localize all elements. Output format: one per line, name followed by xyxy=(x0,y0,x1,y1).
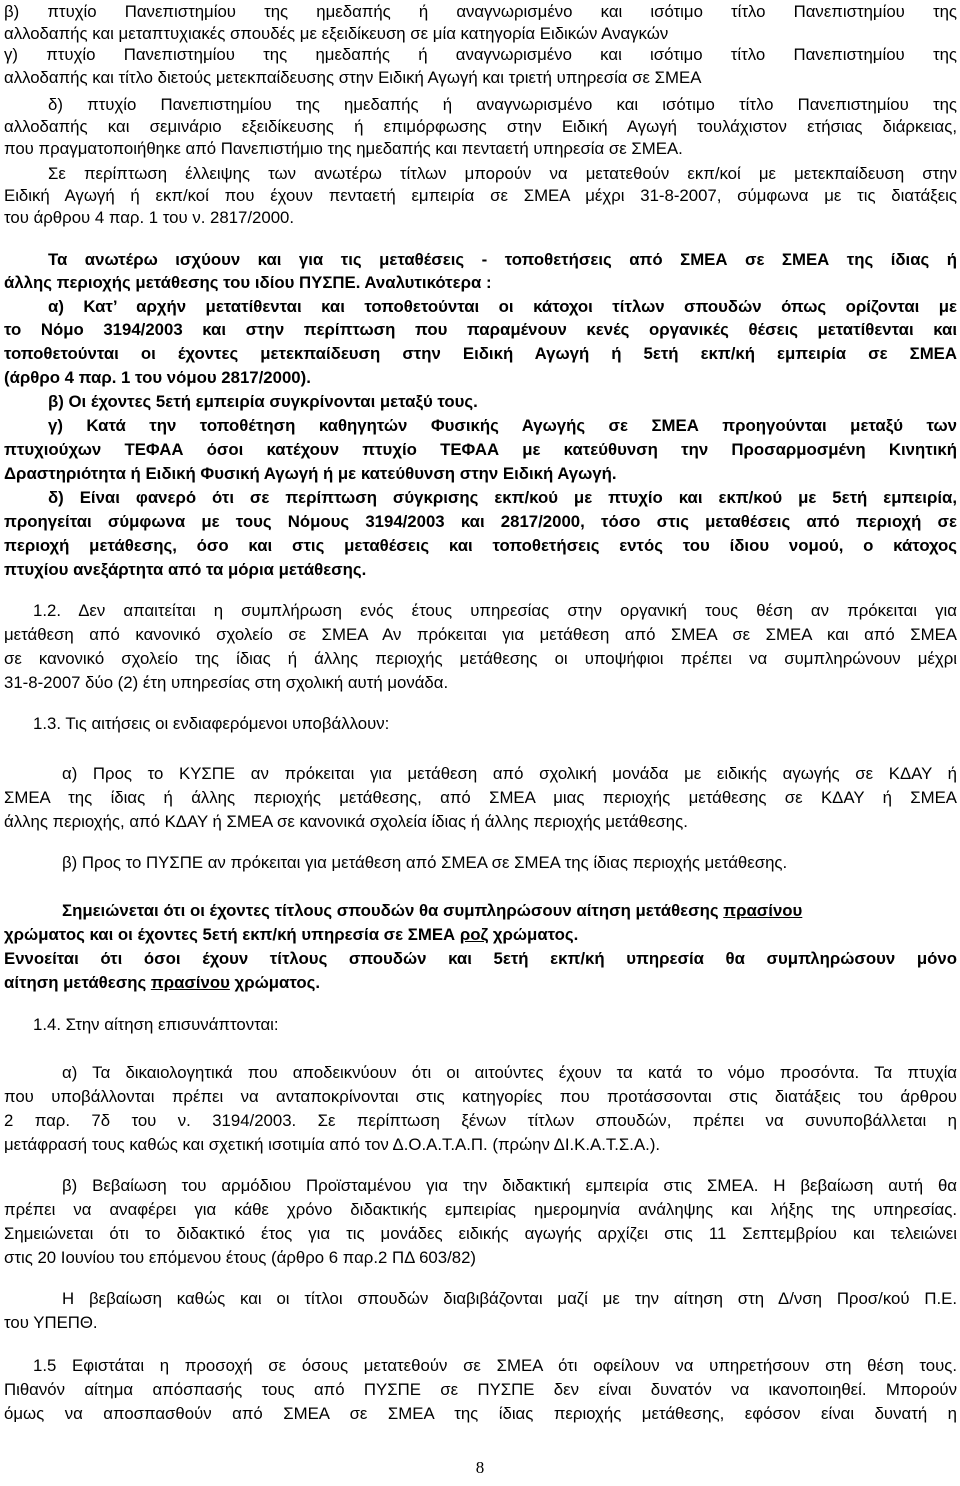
text-run: Αναλυτικότερα : xyxy=(360,273,492,292)
bold-line: πτυχιούχων ΤΕΦΑΑ όσοι κατέχουν πτυχίο ΤΕΦΑΑ με κατεύθυνση την Προσαρμοσμένη Κινητική xyxy=(4,440,957,459)
text-line: πρέπει να αναφέρει για κάθε χρόνο διδακτικής εμπειρίας ημερομηνία ανάληψης και λήξης της υπηρεσίας. xyxy=(4,1200,957,1219)
bold-line: δ) Είναι φανερό ότι σε περίπτωση σύγκρισης εκπ/κού με πτυχίο και εκπ/κού με 5ετή εμπειρία, xyxy=(48,488,957,507)
bold-line xyxy=(4,273,957,293)
text-line: α) Τα δικαιολογητικά που αποδεικνύουν ότι οι αιτούντες έχουν τα κατά το νόμο προσόντα. Τα πτυχία xyxy=(62,1063,957,1082)
text-line: στις 20 Ιουνίου του επόμενου έτους (άρθρο 6 παρ.2 ΠΔ 603/82) xyxy=(4,1248,476,1267)
text-line: 1.5 Εφιστάται η προσοχή σε όσους μετατεθούν σε ΣΜΕΑ ότι οφείλουν να υπηρετήσουν στη θέση τους. xyxy=(33,1356,957,1375)
text-line: σε κανονικό σχολείο της ίδιας ή άλλης περιοχής μετάθεσης οι υποψήφιοι πρέπει να συμπληρώνουν μέχρι xyxy=(4,649,957,668)
text-line: 2 παρ. 7δ του ν. 3194/2003. Σε περίπτωση ξένων τίτλων σπουδών, πρέπει να συνυποβάλλεται η xyxy=(4,1111,957,1130)
text-line: 31-8-2007 δύο (2) έτη υπηρεσίας στη σχολική αυτή μονάδα. xyxy=(4,673,449,692)
bold-line: Τα ανωτέρω ισχύουν και για τις μεταθέσεις - τοποθετήσεις από ΣΜΕΑ σε ΣΜΕΑ της ίδιας ή xyxy=(48,250,957,269)
text-line: μετάφρασή τους καθώς και σχετική ισοτιμία από τον Δ.Ο.Α.Τ.Α.Π. (πρώην ΔΙ.Κ.Α.Τ.Σ.Α.). xyxy=(4,1135,661,1154)
text-line: αλλοδαπής και σεμινάριο εξειδίκευσης ή επιμόρφωσης στην Ειδική Αγωγή τουλάχιστον ετήσιας διάρκειας, xyxy=(4,117,957,136)
text-line: ΣΜΕΑ της ίδιας ή άλλης περιοχής μετάθεσης, από ΣΜΕΑ μιας περιοχής μετάθεσης σε ΚΔΑΥ ή ΣΜΕΑ xyxy=(4,788,957,807)
bold-line: (άρθρο 4 παρ. 1 του νόμου 2817/2000). xyxy=(4,368,311,387)
note-line xyxy=(62,901,960,921)
pink-word: ροζ xyxy=(459,925,489,944)
section-heading: 1.4. Στην αίτηση επισυνάπτονται: xyxy=(33,1015,279,1034)
text-line: που πραγματοποιήθηκε από Πανεπιστήμιο της ημεδαπής και πενταετή υπηρεσία σε ΣΜΕΑ. xyxy=(4,139,683,158)
bold-line: γ) Κατά την τοποθέτηση καθηγητών Φυσικής Αγωγής σε ΣΜΕΑ προηγούνται μεταξύ των xyxy=(48,416,957,435)
bold-line: Δραστηριότητα ή Ειδική Φυσική Αγωγή ή με κατεύθυνση στην Ειδική Αγωγή. xyxy=(4,464,617,483)
text-run: Σημειώνεται ότι οι έχοντες τίτλους σπουδών θα συμπληρώσουν αίτηση μετάθεσης xyxy=(62,901,724,920)
text-line: Πιθανόν αίτημα απόσπασής τους από ΠΥΣΠΕ σε ΠΥΣΠΕ δεν είναι δυνατόν να ικανοποιηθεί. Μπορούν xyxy=(4,1380,957,1399)
bold-line: προηγείται σύμφωνα με τους Νόμους 3194/2003 και 2817/2000, τόσο στις μεταθέσεις από περιοχή σε xyxy=(4,512,957,531)
green-word: πρασίνου xyxy=(150,973,230,992)
text-line: α) Προς το ΚΥΣΠΕ αν πρόκειται για μετάθεση από σχολική μονάδα με ειδικής αγωγής σε ΚΔΑΥ ή xyxy=(62,764,957,783)
text-run: χρώματος και οι έχοντες 5ετή εκπ/κή υπηρεσία σε ΣΜΕΑ xyxy=(4,925,460,944)
text-line: που υποβάλλονται πρέπει να ανταποκρίνονται στις κατηγορίες που προτάσσονται στις διατάξεις του άρθρου xyxy=(4,1087,957,1106)
text-line: δ) πτυχίο Πανεπιστημίου της ημεδαπής ή αναγνωρισμένο και ισότιμο τίτλο Πανεπιστημίου της xyxy=(48,95,957,114)
text-line: αλλοδαπής και μεταπτυχιακές σπουδές με εξειδίκευση σε μία κατηγορία Ειδικών Αναγκών xyxy=(4,24,669,43)
bold-line: πτυχίου ανεξάρτητα από τα μόρια μετάθεσης. xyxy=(4,560,367,579)
text-line: β) Βεβαίωση του αρμόδιου Προϊσταμένου για την διδακτική εμπειρία στις ΣΜΕΑ. Η βεβαίωση αυτή θα xyxy=(62,1176,957,1195)
text-run: αίτηση μετάθεσης xyxy=(4,973,151,992)
text-line: Σε περίπτωση έλλειψης των ανωτέρω τίτλων μπορούν να μετατεθούν εκπ/κοί με μετεκπαίδευση στην xyxy=(48,164,957,183)
note-line xyxy=(4,973,957,993)
text-line: του άρθρου 4 παρ. 1 του ν. 2817/2000. xyxy=(4,208,295,227)
green-word: πρασίνου xyxy=(723,901,803,920)
text-line: Ειδική Αγωγή ή εκπ/κοί που έχουν πενταετή εμπειρία σε ΣΜΕΑ μέχρι 31-8-2007, σύμφωνα με τις διατάξεις xyxy=(4,186,957,205)
text-line: του ΥΠΕΠΘ. xyxy=(4,1313,98,1332)
text-run: χρώματος. xyxy=(488,925,579,944)
text-line: β) πτυχίο Πανεπιστημίου της ημεδαπής ή αναγνωρισμένο και ισότιμο τίτλο Πανεπιστημίου της xyxy=(4,2,957,21)
text-line: β) Προς το ΠΥΣΠΕ αν πρόκειται για μετάθεση από ΣΜΕΑ σε ΣΜΕΑ της ίδιας περιοχής μετάθεσης. xyxy=(62,853,788,872)
bold-line: το Νόμο 3194/2003 και στην περίπτωση που παραμένουν κενές οργανικές θέσεις μετατίθενται και xyxy=(4,320,957,339)
bold-line: περιοχή μετάθεσης, όσο και στις μεταθέσεις και τοποθετήσεις εντός του ίδιου νομού, ο κάτοχος xyxy=(4,536,957,555)
text-line: Η βεβαίωση καθώς και οι τίτλοι σπουδών διαβιβάζονται μαζί με την αίτηση στη Δ/νση Προσ/κού Π.Ε. xyxy=(62,1289,957,1308)
bold-line: α) Κατ’ αρχήν μετατίθενται και τοποθετούνται οι κάτοχοι τίτλων σπουδών όπως ορίζονται με xyxy=(48,297,957,316)
page-number: 8 xyxy=(475,1458,485,1477)
note-line: Εννοείται ότι όσοι έχουν τίτλους σπουδών και 5ετή εκπ/κή υπηρεσία θα συμπληρώσουν μόνο xyxy=(4,949,957,968)
bold-line: τοποθετούνται οι έχοντες μετεκπαίδευση στην Ειδική Αγωγή ή 5ετή εκπ/κή εμπειρία σε ΣΜΕΑ xyxy=(4,344,957,363)
note-line xyxy=(4,925,957,945)
section-heading: 1.3. Τις αιτήσεις οι ενδιαφερόμενοι υποβάλλουν: xyxy=(33,714,390,733)
text-line: μετάθεση από κανονικό σχολείο σε ΣΜΕΑ Αν πρόκειται για μετάθεση από ΣΜΕΑ σε ΣΜΕΑ και από ΣΜΕΑ xyxy=(4,625,957,644)
text-run: άλλης περιοχής μετάθεσης του ιδίου ΠΥΣΠΕ. xyxy=(4,273,361,292)
text-line: γ) πτυχίο Πανεπιστημίου της ημεδαπής ή αναγνωρισμένο και ισότιμο τίτλο Πανεπιστημίου της xyxy=(4,45,957,64)
text-line: Σημειώνεται ότι το διδακτικό έτος για τις μονάδες ειδικής αγωγής αρχίζει στις 11 Σεπτεμβρίου και τελειώνει xyxy=(4,1224,957,1243)
text-line: αλλοδαπής και τίτλο διετούς μετεκπαίδευσης στην Ειδική Αγωγή και τριετή υπηρεσία σε ΣΜΕΑ xyxy=(4,68,702,87)
text-line: άλλης περιοχής, από ΚΔΑΥ ή ΣΜΕΑ σε κανονικά σχολεία ίδιας ή άλλης περιοχής μετάθεσης. xyxy=(4,812,688,831)
bold-line: β) Οι έχοντες 5ετή εμπειρία συγκρίνονται μεταξύ τους. xyxy=(48,392,478,411)
text-run: χρώματος. xyxy=(229,973,321,992)
text-line: όμως να αποσπασθούν από ΣΜΕΑ σε ΣΜΕΑ της ίδιας περιοχής μετάθεσης, εφόσον είναι δυνατή η xyxy=(4,1404,957,1423)
text-line: 1.2. Δεν απαιτείται η συμπλήρωση ενός έτους υπηρεσίας στην οργανική τους θέση αν πρόκειται για xyxy=(33,601,957,620)
